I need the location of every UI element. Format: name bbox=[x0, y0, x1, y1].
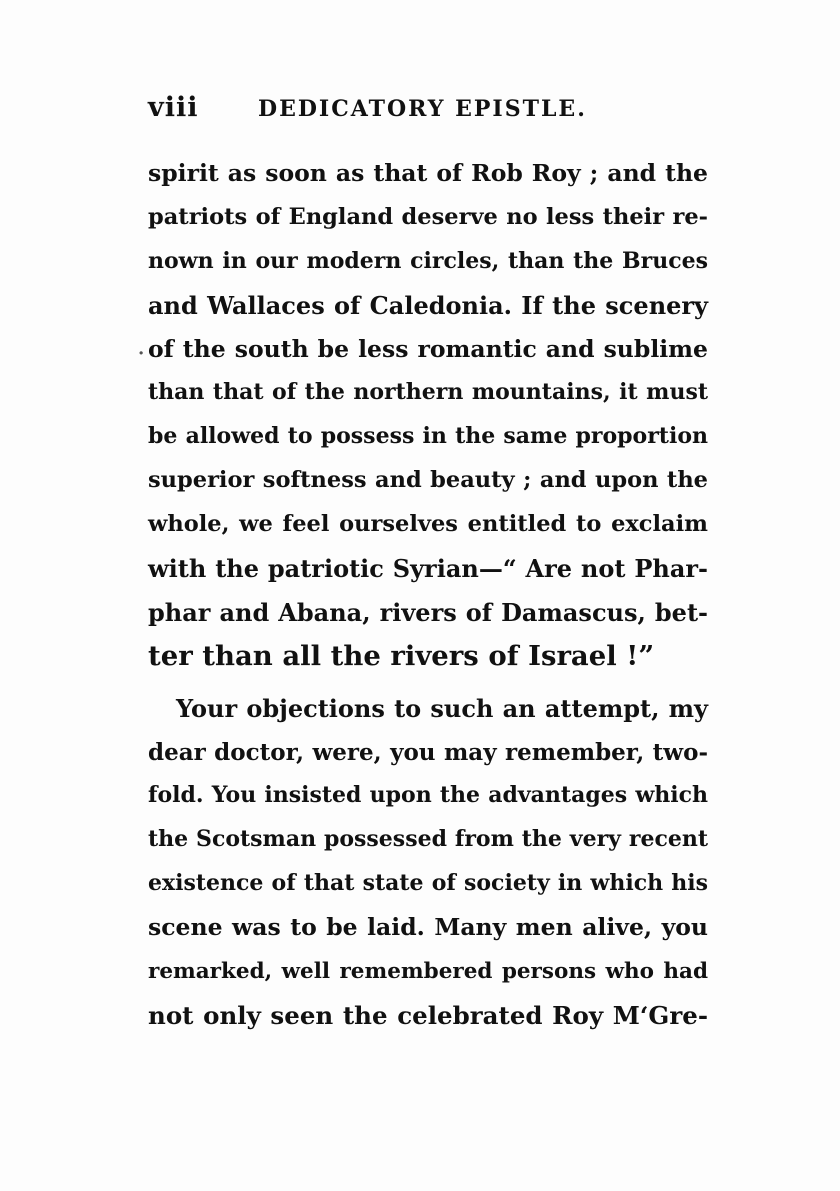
text-line: patriots of England deserve no less their re- bbox=[148, 203, 708, 230]
body-text bbox=[148, 152, 708, 1038]
text-line: nown in our modern circles, than the Bruces bbox=[148, 247, 708, 274]
text-line: than that of the northern mountains, it must bbox=[148, 379, 708, 406]
text-line: ter than all the rivers of Israel !” bbox=[148, 639, 655, 672]
paragraph-1 bbox=[148, 152, 708, 679]
text-line: phar and Abana, rivers of Damascus, bet- bbox=[148, 597, 708, 627]
text-line: scene was to be laid. Many men alive, you bbox=[148, 913, 708, 942]
text-line: superior softness and beauty ; and upon the bbox=[148, 467, 708, 494]
running-head bbox=[148, 92, 708, 128]
margin-dash-mark: · bbox=[138, 343, 145, 364]
text-line: of the south be less romantic and sublime bbox=[148, 334, 708, 363]
text-line: be allowed to possess in the same proportion bbox=[148, 423, 708, 450]
text-line: dear doctor, were, you may remember, two- bbox=[148, 738, 708, 766]
paragraph-spacer bbox=[148, 679, 708, 687]
text-line: spirit as soon as that of Rob Roy ; and the bbox=[148, 159, 708, 187]
text-line: and Wallaces of Caledonia. If the scenery bbox=[148, 290, 708, 320]
text-line: whole, we feel ourselves entitled to exclaim bbox=[148, 511, 708, 538]
text-line: remarked, well remembered persons who had bbox=[148, 959, 708, 985]
paragraph-2 bbox=[148, 687, 708, 1038]
text-line: not only seen the celebrated Roy M‘Gre- bbox=[148, 1000, 708, 1030]
text-line: existence of that state of society in which his bbox=[148, 870, 708, 897]
text-line: Your objections to such an attempt, my bbox=[176, 693, 708, 723]
text-line: the Scotsman possessed from the very recent bbox=[148, 826, 708, 853]
text-line: with the patriotic Syrian—“ Are not Phar- bbox=[148, 554, 708, 584]
page-number: viii bbox=[148, 92, 199, 123]
text-line: fold. You insisted upon the advantages which bbox=[148, 782, 708, 809]
running-title: DEDICATORY EPISTLE. bbox=[258, 96, 587, 122]
